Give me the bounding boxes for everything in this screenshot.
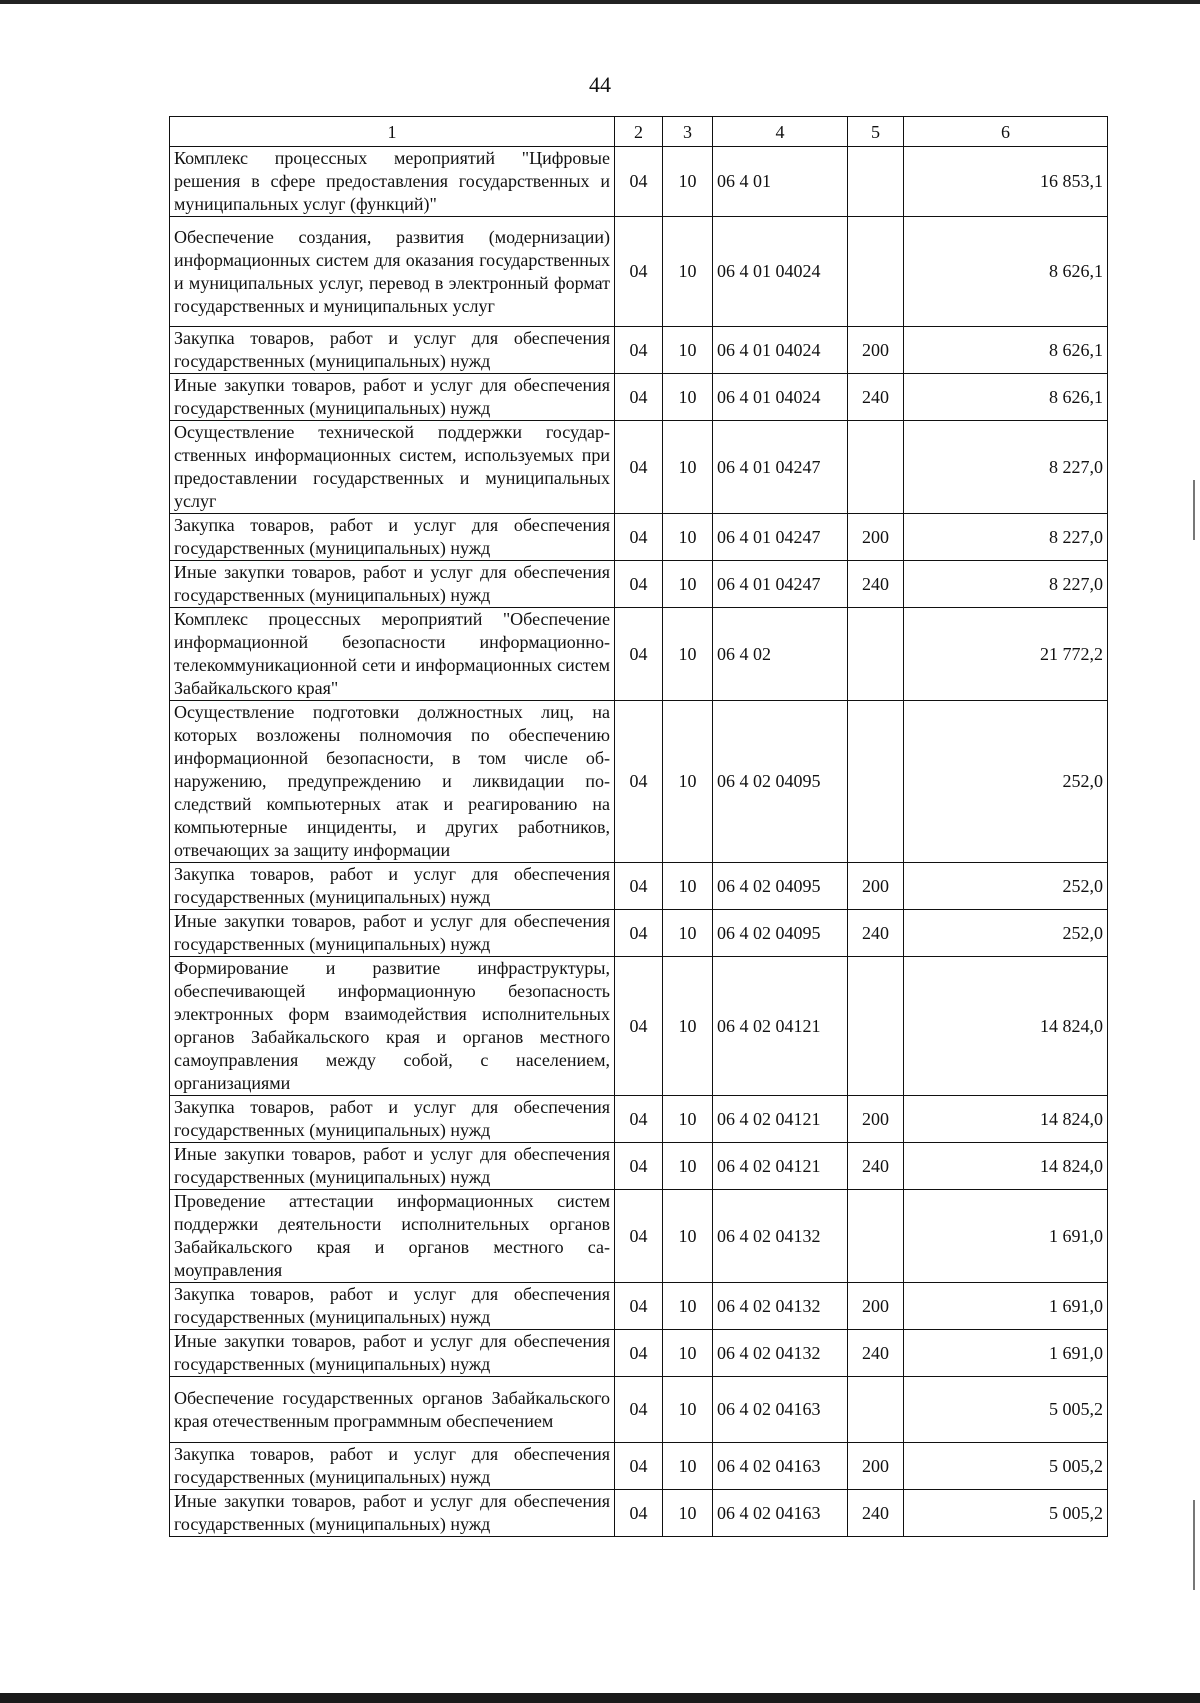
subsection-code: 10 xyxy=(663,957,713,1096)
target-article-code: 06 4 01 04024 xyxy=(713,217,848,327)
target-article-code: 06 4 01 04247 xyxy=(713,421,848,514)
page-number: 44 xyxy=(589,72,611,97)
table-row xyxy=(170,1490,1108,1537)
amount: 8 227,0 xyxy=(904,421,1108,514)
section-code: 04 xyxy=(615,1443,663,1490)
budget-table xyxy=(169,116,1108,1537)
amount: 252,0 xyxy=(904,701,1108,863)
amount: 5 005,2 xyxy=(904,1443,1108,1490)
table-row xyxy=(170,374,1108,421)
amount: 14 824,0 xyxy=(904,1143,1108,1190)
table-row xyxy=(170,1143,1108,1190)
header-col-5: 5 xyxy=(848,117,904,147)
scan-edge-mark xyxy=(1193,480,1195,540)
amount: 1 691,0 xyxy=(904,1330,1108,1377)
header-col-2: 2 xyxy=(615,117,663,147)
amount: 252,0 xyxy=(904,863,1108,910)
table-row xyxy=(170,910,1108,957)
target-article-code: 06 4 02 04095 xyxy=(713,701,848,863)
table-row xyxy=(170,1190,1108,1283)
table-row xyxy=(170,217,1108,327)
expense-type-code: 240 xyxy=(848,910,904,957)
subsection-code: 10 xyxy=(663,608,713,701)
target-article-code: 06 4 02 04163 xyxy=(713,1443,848,1490)
item-name: Осуществление технической поддержки государственных информационных систем, используемых при предоставлении государственных и муниципальных услуг xyxy=(170,421,615,514)
target-article-code: 06 4 02 04121 xyxy=(713,1143,848,1190)
table-row xyxy=(170,957,1108,1096)
expense-type-code: 200 xyxy=(848,1096,904,1143)
header-col-6: 6 xyxy=(904,117,1108,147)
expense-type-code: 240 xyxy=(848,1330,904,1377)
item-name: Осуществление подготовки должностных лиц, на которых возложены полномочия по обеспечению информационной безопасности, в том числе обнаружению, предупреждению и ликвидации последствий компьютерных атак и реагированию на компьютерные инциденты, и других работников, отвечающих за защиту информации xyxy=(170,701,615,863)
subsection-code: 10 xyxy=(663,1283,713,1330)
section-code: 04 xyxy=(615,1377,663,1443)
section-code: 04 xyxy=(615,561,663,608)
expense-type-code xyxy=(848,608,904,701)
target-article-code: 06 4 01 04247 xyxy=(713,561,848,608)
table-row xyxy=(170,561,1108,608)
table-row xyxy=(170,327,1108,374)
item-name: Иные закупки товаров, работ и услуг для обеспечения государственных (муниципальных) нужд xyxy=(170,910,615,957)
target-article-code: 06 4 01 xyxy=(713,147,848,217)
section-code: 04 xyxy=(615,1143,663,1190)
amount: 14 824,0 xyxy=(904,957,1108,1096)
amount: 8 626,1 xyxy=(904,374,1108,421)
header-col-4: 4 xyxy=(713,117,848,147)
target-article-code: 06 4 01 04247 xyxy=(713,514,848,561)
amount: 252,0 xyxy=(904,910,1108,957)
item-name: Комплекс процессных мероприятий "Цифровые решения в сфере предоставления государственных и муниципальных услуг (функций)" xyxy=(170,147,615,217)
expense-type-code xyxy=(848,1377,904,1443)
item-name: Проведение аттестации информационных систем поддержки деятельности исполнительных органов Забайкальского края и органов местного самоуправления xyxy=(170,1190,615,1283)
expense-type-code: 200 xyxy=(848,327,904,374)
expense-type-code: 240 xyxy=(848,1143,904,1190)
subsection-code: 10 xyxy=(663,1190,713,1283)
table-body xyxy=(170,147,1108,1537)
scan-bottom-edge xyxy=(0,1693,1200,1703)
subsection-code: 10 xyxy=(663,1377,713,1443)
subsection-code: 10 xyxy=(663,863,713,910)
section-code: 04 xyxy=(615,514,663,561)
section-code: 04 xyxy=(615,957,663,1096)
subsection-code: 10 xyxy=(663,1490,713,1537)
header-col-1: 1 xyxy=(170,117,615,147)
item-name: Иные закупки товаров, работ и услуг для обеспечения государственных (муниципальных) нужд xyxy=(170,374,615,421)
table-row xyxy=(170,701,1108,863)
section-code: 04 xyxy=(615,701,663,863)
expense-type-code xyxy=(848,701,904,863)
table-row xyxy=(170,1443,1108,1490)
section-code: 04 xyxy=(615,1490,663,1537)
amount: 5 005,2 xyxy=(904,1377,1108,1443)
target-article-code: 06 4 02 04121 xyxy=(713,1096,848,1143)
section-code: 04 xyxy=(615,608,663,701)
subsection-code: 10 xyxy=(663,1096,713,1143)
item-name: Формирование и развитие инфраструктуры, обеспечивающей информационную безопасность электронных форм взаимодействия исполнительных органов Забайкальского края и органов местного самоуправления между собой, с населением, организациями xyxy=(170,957,615,1096)
subsection-code: 10 xyxy=(663,421,713,514)
expense-type-code: 200 xyxy=(848,863,904,910)
amount: 1 691,0 xyxy=(904,1190,1108,1283)
target-article-code: 06 4 02 04163 xyxy=(713,1377,848,1443)
section-code: 04 xyxy=(615,863,663,910)
item-name: Обеспечение государственных органов Забайкальского края отечественным программным обеспечением xyxy=(170,1377,615,1443)
target-article-code: 06 4 02 04132 xyxy=(713,1283,848,1330)
section-code: 04 xyxy=(615,1190,663,1283)
item-name: Закупка товаров, работ и услуг для обеспечения государственных (муниципальных) нужд xyxy=(170,1443,615,1490)
target-article-code: 06 4 01 04024 xyxy=(713,374,848,421)
amount: 1 691,0 xyxy=(904,1283,1108,1330)
subsection-code: 10 xyxy=(663,514,713,561)
item-name: Иные закупки товаров, работ и услуг для обеспечения государственных (муниципальных) нужд xyxy=(170,1330,615,1377)
section-code: 04 xyxy=(615,1330,663,1377)
table-row xyxy=(170,421,1108,514)
section-code: 04 xyxy=(615,374,663,421)
subsection-code: 10 xyxy=(663,701,713,863)
table-header-row xyxy=(170,117,1108,147)
expense-type-code: 200 xyxy=(848,1283,904,1330)
target-article-code: 06 4 02 04132 xyxy=(713,1330,848,1377)
expense-type-code: 240 xyxy=(848,561,904,608)
section-code: 04 xyxy=(615,1283,663,1330)
section-code: 04 xyxy=(615,1096,663,1143)
target-article-code: 06 4 02 04132 xyxy=(713,1190,848,1283)
table-row xyxy=(170,1377,1108,1443)
table-row xyxy=(170,863,1108,910)
table-row xyxy=(170,1096,1108,1143)
table-row xyxy=(170,608,1108,701)
subsection-code: 10 xyxy=(663,374,713,421)
amount: 21 772,2 xyxy=(904,608,1108,701)
expense-type-code xyxy=(848,421,904,514)
expense-type-code xyxy=(848,147,904,217)
subsection-code: 10 xyxy=(663,910,713,957)
target-article-code: 06 4 02 04095 xyxy=(713,863,848,910)
amount: 16 853,1 xyxy=(904,147,1108,217)
table-row xyxy=(170,1330,1108,1377)
expense-type-code xyxy=(848,1190,904,1283)
section-code: 04 xyxy=(615,327,663,374)
amount: 14 824,0 xyxy=(904,1096,1108,1143)
item-name: Закупка товаров, работ и услуг для обеспечения государственных (муниципальных) нужд xyxy=(170,1283,615,1330)
section-code: 04 xyxy=(615,147,663,217)
subsection-code: 10 xyxy=(663,1443,713,1490)
scan-edge-mark xyxy=(1193,1500,1195,1590)
amount: 8 227,0 xyxy=(904,514,1108,561)
section-code: 04 xyxy=(615,217,663,327)
section-code: 04 xyxy=(615,910,663,957)
item-name: Иные закупки товаров, работ и услуг для обеспечения государственных (муниципальных) нужд xyxy=(170,561,615,608)
subsection-code: 10 xyxy=(663,1143,713,1190)
subsection-code: 10 xyxy=(663,1330,713,1377)
expense-type-code xyxy=(848,217,904,327)
expense-type-code: 200 xyxy=(848,514,904,561)
expense-type-code xyxy=(848,957,904,1096)
table-row xyxy=(170,514,1108,561)
target-article-code: 06 4 01 04024 xyxy=(713,327,848,374)
amount: 5 005,2 xyxy=(904,1490,1108,1537)
subsection-code: 10 xyxy=(663,561,713,608)
scan-top-edge xyxy=(0,0,1200,4)
expense-type-code: 240 xyxy=(848,374,904,421)
item-name: Иные закупки товаров, работ и услуг для обеспечения государственных (муниципальных) нужд xyxy=(170,1490,615,1537)
section-code: 04 xyxy=(615,421,663,514)
expense-type-code: 200 xyxy=(848,1443,904,1490)
item-name: Закупка товаров, работ и услуг для обеспечения государственных (муниципальных) нужд xyxy=(170,514,615,561)
table-row xyxy=(170,147,1108,217)
table-row xyxy=(170,1283,1108,1330)
target-article-code: 06 4 02 xyxy=(713,608,848,701)
item-name: Закупка товаров, работ и услуг для обеспечения государственных (муниципальных) нужд xyxy=(170,863,615,910)
header-col-3: 3 xyxy=(663,117,713,147)
item-name: Обеспечение создания, развития (модернизации) информационных систем для оказания государственных и муниципальных услуг, перевод в электронный формат государственных и муниципальных услуг xyxy=(170,217,615,327)
target-article-code: 06 4 02 04095 xyxy=(713,910,848,957)
amount: 8 626,1 xyxy=(904,217,1108,327)
item-name: Закупка товаров, работ и услуг для обеспечения государственных (муниципальных) нужд xyxy=(170,1096,615,1143)
amount: 8 227,0 xyxy=(904,561,1108,608)
subsection-code: 10 xyxy=(663,327,713,374)
subsection-code: 10 xyxy=(663,147,713,217)
item-name: Комплекс процессных мероприятий "Обеспечение информационной безопасности информационно-телекоммуникационной сети и информационных систем Забайкальского края" xyxy=(170,608,615,701)
amount: 8 626,1 xyxy=(904,327,1108,374)
target-article-code: 06 4 02 04121 xyxy=(713,957,848,1096)
subsection-code: 10 xyxy=(663,217,713,327)
target-article-code: 06 4 02 04163 xyxy=(713,1490,848,1537)
item-name: Закупка товаров, работ и услуг для обеспечения государственных (муниципальных) нужд xyxy=(170,327,615,374)
item-name: Иные закупки товаров, работ и услуг для обеспечения государственных (муниципальных) нужд xyxy=(170,1143,615,1190)
expense-type-code: 240 xyxy=(848,1490,904,1537)
